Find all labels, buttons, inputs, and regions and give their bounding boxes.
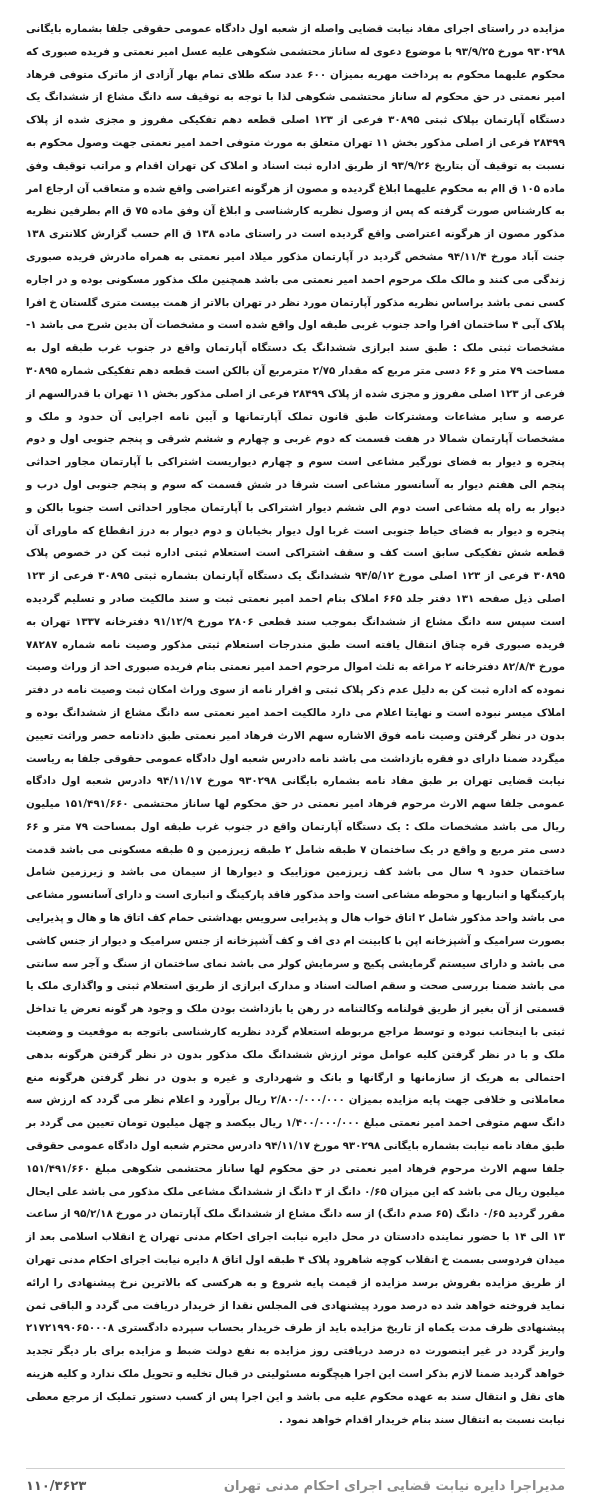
notice-footer xyxy=(26,1468,565,1498)
notice-reference-code: ۱۱۰/۳۶۲۳ xyxy=(26,1479,87,1494)
notice-body-text: مزایده در راستای اجرای مفاد نیابت قضایی واصله از شعبه اول دادگاه عمومی حقوقی جلفا بشماره بایگانی ۹۳۰۲۹۸ مورخ ۹۳/۹/۲۵ با موضوع دعوی له ساناز محتشمی شکوهی علیه عسل امیر نعمتی و فریده صبوری که محکوم علیهما محکوم به پرداخت مهریه بمیزان ۶۰۰ عدد سکه طلای تمام بهار آزادی از ماترک متوفی فرهاد امیر نعمتی در حق محکوم له ساناز محتشمی شکوهی لذا با توجه به توقیف سه دانگ مشاع از ششدانگ یک دستگاه آپارتمان بپلاک ثبتی ۳۰۸۹۵ فرعی از ۱۲۳ اصلی قطعه دهم تفکیکی مفروز و مجزی شده از پلاک ۲۸۴۹۹ فرعی از اصلی مذکور بخش ۱۱ تهران متعلق به مورث متوفی احمد امیر نعمتی جهت وصول محکوم به نسبت به توقیف آن بتاریخ ۹۳/۹/۲۶ از طریق اداره ثبت اسناد و املاک کن تهران اقدام و مراتب توقیف وفق ماده ۱۰۵ ق اام به محکوم علیهما ابلاغ گردیده و مصون از هرگونه اعتراضی واقع شده و متعاقب آن ارجاع امر به کارشناس صورت گرفته که پس از وصول نظریه کارشناسی و ابلاغ آن وفق ماده ۷۵ ق اام بطرفین نظریه مذکور مصون از هرگونه اعتراضی واقع گردیده است در راستای ماده ۱۳۸ ق اام حسب گزارش کلانتری ۱۳۸ جنت آباد مورخ ۹۴/۱۱/۴ مشخص گردید در آپارتمان مذکور میلاد امیر نعمتی به همراه مادرش فریده صبوری زندگی می کنند و مالک ملک مرحوم احمد امیر نعمتی می باشد همچنین ملک مذکور مسکونی بوده و در اجاره کسی نمی باشد براساس نظریه مذکور آپارتمان مورد نظر در تهران بالاتر از همت بیست متری گلستان خ افرا پلاک آبی ۴ ساختمان افرا واحد جنوب غربی طبقه اول واقع شده است و مشخصات آن بدین شرح می باشد ۱- مشخصات ثبتی ملک : طبق سند ابرازی ششدانگ یک دستگاه آپارتمان واقع در جنوب غرب طبقه اول به مساحت ۷۹ متر و ۶۶ دسی متر مربع که مقدار ۲/۷۵ مترمربع آن بالکن است قطعه دهم تفکیکی شماره ۳۰۸۹۵ فرعی از ۱۲۳ اصلی مفروز و مجزی شده از پلاک ۲۸۴۹۹ فرعی از اصلی مذکور بخش ۱۱ تهران با قدرالسهم از عرصه و سایر مشاعات ومشترکات طبق قانون تملک آپارتمانها و آیین نامه اجرایی آن حدود و ملک و مشخصات آپارتمان شمالا در هفت قسمت که دوم غربی و چهارم و ششم شرقی و پنجم جنوبی اول و دوم پنجره و دیوار به فضای نورگیر مشاعی است سوم و چهارم دیواریست اشتراکی با آپارتمان مجاور احداثی پنجم الی هفتم دیوار به آسانسور مشاعی است شرقا در شش قسمت که سوم و پنجم جنوبی اول درب و دیوار به راه پله مشاعی است دوم الی ششم دیوار اشتراکی با آپارتمان مجاور احداثی است جنوبا بالکن و پنجره و دیوار به فضای حیاط جنوبی است غربا اول دیوار بخیابان و دوم دیوار به درز انقطاع که ماورای آن قطعه شش تفکیکی سابق است کف و سقف اشتراکی است استعلام ثبتی اداره ثبت کن در خصوص پلاک ۳۰۸۹۵ فرعی از ۱۲۳ اصلی مورخ ۹۴/۵/۱۲ ششدانگ یک دستگاه آپارتمان بشماره ثبتی ۳۰۸۹۵ فرعی از ۱۲۳ اصلی ذیل صفحه ۱۳۱ دفتر جلد ۶۶۵ املاک بنام احمد امیر نعمتی ثبت و سند مالکیت صادر و تسلیم گردیده است سپس سه دانگ مشاع از ششدانگ بموجب سند قطعی ۲۸۰۶ مورخ ۹۱/۱۲/۹ دفترخانه ۱۳۳۷ تهران به فریده صبوری قره چناق انتقال یافته است طبق مندرجات استعلام ثبتی مذکور وصیت نامه شماره ۷۸۲۸۷ مورخ ۸۲/۸/۴ دفترخانه ۲ مراغه به ثلث اموال مرحوم احمد امیر نعمتی بنام فریده صبوری احد از وراث وصیت نموده که اداره ثبت کن به دلیل عدم ذکر پلاک ثبتی و اقرار نامه از سوی وراث امکان ثبت وصیت نامه در دفتر املاک میسر نبوده است و نهایتا اعلام می دارد مالکیت احمد امیر نعمتی سه دانگ مشاع از ششدانگ بوده و بدون در نظر گرفتن وصیت نامه فوق الاشاره سهم الارث فرهاد امیر نعمتی طبق دادنامه حصر وراثت تعیین میگردد ضمنا دارای دو فقره بازداشت می باشد نامه دادرس شعبه اول دادگاه عمومی حقوقی جلفا به ریاست نیابت قضایی تهران بر طبق مفاد نامه بشماره بایگانی ۹۳۰۲۹۸ مورخ ۹۴/۱۱/۱۷ دادرس شعبه اول دادگاه عمومی جلفا سهم الارث مرحوم فرهاد امیر نعمتی در حق محکوم لها ساناز محتشمی ۱۵۱/۴۹۱/۶۶۰ میلیون ریال می باشد مشخصات ملک : یک دستگاه آپارتمان واقع در جنوب غرب طبقه اول بمساحت ۷۹ متر و ۶۶ دسی متر مربع و واقع در یک ساختمان ۷ طبقه شامل ۲ طبقه زیرزمین و ۵ طبقه مسکونی می باشد قدمت ساختمان حدود ۹ سال می باشد کف زیرزمین موزاییک و دیوارها از سیمان می باشد و زیرزمین شامل پارکینگها و انباریها و محوطه مشاعی است واحد مذکور فاقد پارکینگ و انباری است و دارای آسانسور مشاعی می باشد واحد مذکور شامل ۲ اتاق خواب هال و پذیرایی سرویس بهداشتی حمام کف اتاق ها و هال و پذیرایی بصورت سرامیک و آشپزخانه اپن با کابینت ام دی اف و کف آشپزخانه از جنس سرامیک و دیوار از جنس کاشی می باشد و دارای سیستم گرمایشی پکیج و سرمایش کولر می باشد نمای ساختمان از سنگ و آجر سه سانتی می باشد ضمنا بررسی صحت و سقم اصالت اسناد و مدارک ابرازی از طریق استعلام ثبتی و واگذاری ملک یا قسمتی از آن بغیر از طریق قولنامه وکالتنامه در رهن یا بازداشت بودن ملک و وجود هر گونه تعرض یا تداخل ثبتی با اینجانب نبوده و توسط مراجع مربوطه استعلام گردد نظریه کارشناسی باتوجه به موقعیت و وضعیت ملک و با در نظر گرفتن کلیه عوامل موثر ارزش ششدانگ ملک مذکور بدون در نظر گرفتن هرگونه بدهی احتمالی به هریک از سازمانها و ارگانها و بانک و شهرداری و غیره و بدون در نظر گرفتن هرگونه منع معاملاتی و خلافی جهت پایه مزایده بمیزان ۲/۸۰۰/۰۰۰/۰۰۰ ریال برآورد و اعلام نظر می گردد که ارزش سه دانگ سهم متوفی احمد امیر نعمتی مبلغ ۱/۴۰۰/۰۰۰/۰۰۰ ریال بیکصد و چهل میلیون تومان تعیین می گردد بر طبق مفاد نامه نیابت بشماره بایگانی ۹۳۰۲۹۸ مورخ ۹۴/۱۱/۱۷ دادرس محترم شعبه اول دادگاه عمومی حقوقی جلفا سهم الارث مرحوم فرهاد امیر نعمتی در حق محکوم لها ساناز محتشمی شکوهی مبلغ ۱۵۱/۴۹۱/۶۶۰ میلیون ریال می باشد که این میزان ۰/۶۵ دانگ از ۳ دانگ از ششدانگ مشاعی ملک مذکور می باشد علی ایحال مقرر گردید ۰/۶۵ دانگ (۶۵ صدم دانگ) از سه دانگ مشاع از ششدانگ ملک آپارتمان در مورخ ۹۵/۲/۱۸ از ساعت ۱۳ الی ۱۴ با حضور نماینده دادستان در محل دایره نیابت اجرای احکام مدنی تهران خ انقلاب اسلامی بعد از میدان فردوسی بسمت خ انقلاب کوچه شاهرود پلاک ۴ طبقه اول اتاق ۸ دایره نیابت اجرای احکام مدنی تهران از طریق مزایده بفروش برسد مزایده از قیمت پایه شروع و به هرکسی که بالاترین نرخ پیشنهادی را ارائه نماید فروخته خواهد شد ده درصد مورد پیشنهادی فی المجلس نقدا از خریدار دریافت می گردد و الباقی ثمن پیشنهادی ظرف مدت یکماه از تاریخ مزایده باید از طرف خریدار بحساب سپرده دادگستری ۲۱۷۲۱۹۹۰۶۵۰۰۰۸ واریز گردد در غیر اینصورت ده درصد دریافتی روز مزایده به نفع دولت ضبط و مزایده برای بار دیگر تجدید خواهد گردید ضمنا لازم بذکر است این اجرا هیچگونه مسئولیتی در قبال تخلیه و تحویل ملک ندارد و کلیه هزینه های نقل و انتقال سند به عهده محکوم علیه می باشد و این اجرا پس از کسب دستور تملیک از مرجع معطی نیابت نسبت به انتقال سند بنام خریدار اقدام خواهد نمود . xyxy=(26,23,566,1426)
notice-signature: مدیراجرا دایره نیابت قضایی اجرای احکام مدنی تهران xyxy=(223,1479,565,1494)
